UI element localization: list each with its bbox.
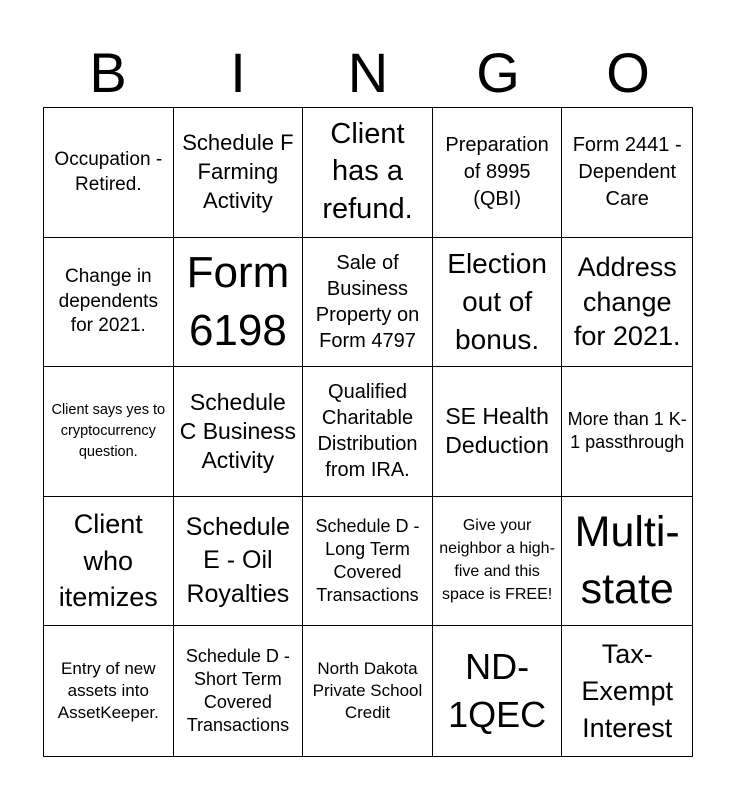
cell-text: Preparation of 8995 (QBI) — [445, 133, 549, 210]
cell-text: Schedule D - Long Term Covered Transactions — [315, 516, 420, 606]
bingo-cell[interactable] — [433, 238, 563, 368]
cell-text: Schedule D - Short Term Covered Transactions — [185, 646, 290, 736]
bingo-cell[interactable] — [174, 238, 304, 368]
cell-text: ND-1QEC — [448, 646, 547, 736]
bingo-cell[interactable] — [44, 238, 174, 368]
header-letter-g: G — [476, 41, 520, 104]
cell-text: Give your neighbor a high-five and this space is FREE! — [439, 517, 555, 603]
cell-text: Form 6198 — [186, 247, 290, 355]
cell-text: Schedule F Farming Activity — [182, 130, 294, 213]
header-letter-o: O — [606, 41, 650, 104]
bingo-cell[interactable] — [562, 626, 692, 756]
bingo-cell[interactable] — [562, 238, 692, 368]
bingo-cell[interactable] — [433, 367, 563, 497]
cell-text: Client says yes to cryptocurrency question. — [51, 401, 166, 460]
bingo-cell[interactable] — [562, 497, 692, 627]
cell-text: Schedule E - Oil Royalties — [185, 513, 291, 608]
cell-text: Schedule C Business Activity — [179, 388, 297, 474]
cell-text: Entry of new assets into AssetKeeper. — [57, 659, 159, 723]
header-letter-n: N — [347, 41, 389, 104]
cell-text: Client who itemizes — [58, 509, 158, 613]
bingo-header — [43, 40, 693, 106]
cell-text: SE Health Deduction — [445, 402, 549, 459]
cell-text: Occupation - Retired. — [54, 148, 163, 196]
bingo-cell[interactable] — [433, 626, 563, 756]
cell-text: Sale of Business Property on Form 4797 — [315, 251, 420, 352]
bingo-cell[interactable] — [433, 108, 563, 238]
cell-text: North Dakota Private School Credit — [312, 658, 423, 723]
header-letter-b: B — [89, 41, 127, 104]
bingo-cell[interactable] — [303, 238, 433, 368]
cell-text: Multi-state — [574, 508, 680, 614]
bingo-cell[interactable] — [44, 497, 174, 627]
cell-text: Qualified Charitable Distribution from IRA. — [317, 381, 418, 482]
cell-text: Address change for 2021. — [573, 252, 681, 352]
bingo-cell[interactable] — [303, 367, 433, 497]
bingo-cell[interactable] — [562, 108, 692, 238]
bingo-cell[interactable] — [303, 497, 433, 627]
cell-text: Change in dependents for 2021. — [58, 266, 158, 337]
bingo-board — [43, 107, 693, 757]
bingo-cell[interactable] — [44, 626, 174, 756]
cell-text: Election out of bonus. — [447, 248, 547, 355]
bingo-cell[interactable] — [303, 108, 433, 238]
bingo-cell[interactable] — [174, 626, 304, 756]
bingo-cell[interactable] — [174, 497, 304, 627]
bingo-cell[interactable] — [174, 367, 304, 497]
cell-text: Form 2441 - Dependent Care — [572, 133, 682, 210]
bingo-cell[interactable] — [44, 108, 174, 238]
cell-text: More than 1 K-1 passthrough — [567, 409, 687, 453]
bingo-cell[interactable] — [44, 367, 174, 497]
bingo-cell[interactable] — [303, 626, 433, 756]
cell-text: Client has a refund. — [322, 117, 413, 226]
cell-text: Tax-Exempt Interest — [581, 638, 673, 743]
bingo-cell[interactable] — [433, 497, 563, 627]
header-letter-i: I — [230, 41, 246, 104]
bingo-cell[interactable] — [562, 367, 692, 497]
bingo-cell[interactable] — [174, 108, 304, 238]
